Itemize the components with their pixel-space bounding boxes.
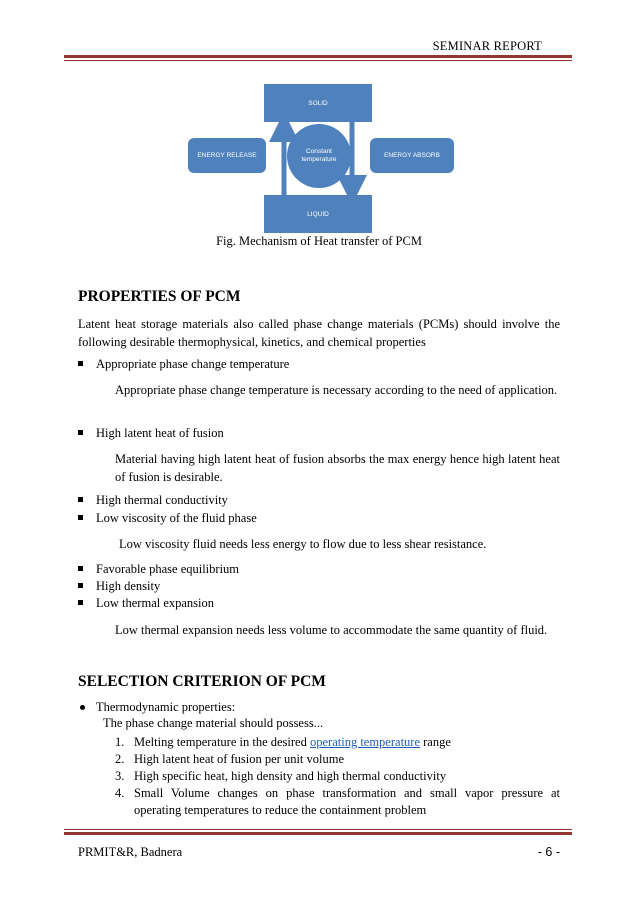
solid-box: SOLID — [264, 84, 372, 122]
criterion-number: 1. — [115, 735, 125, 749]
criterion-number: 3. — [115, 769, 125, 783]
square-bullet-icon — [78, 515, 83, 520]
header-rule — [64, 55, 572, 61]
footer-institution: PRMIT&R, Badnera — [78, 845, 183, 859]
square-bullet-icon — [78, 361, 83, 366]
square-bullet-icon — [78, 497, 83, 502]
criterion-text: High latent heat of fusion per unit volume — [134, 752, 345, 766]
square-bullet-icon — [78, 430, 83, 435]
criterion-text-part: range — [420, 735, 451, 749]
phase-change-diagram — [186, 77, 455, 233]
square-bullet-icon — [78, 600, 83, 605]
properties-intro: Latent heat storage materials also called phase change materials (PCMs) should involve the following desirable thermophysical, kinetics, and chemical properties — [78, 317, 560, 349]
selection-heading: SELECTION CRITERION OF PCM — [78, 673, 326, 690]
property-label: High latent heat of fusion — [96, 426, 224, 440]
liquid-box: LIQUID — [264, 195, 372, 233]
figure-caption: Fig. Mechanism of Heat transfer of PCM — [216, 234, 422, 248]
selection-subtext: The phase change material should possess... — [103, 716, 324, 730]
square-bullet-icon — [78, 583, 83, 588]
footer-rule — [64, 829, 572, 835]
square-bullet-icon — [78, 566, 83, 571]
property-label: High density — [96, 579, 161, 593]
energy-release-box: ENERGY RELEASE — [188, 138, 266, 173]
property-label: High thermal conductivity — [96, 493, 228, 507]
property-description: Appropriate phase change temperature is necessary according to the need of application. — [115, 383, 558, 397]
property-label: Low thermal expansion — [96, 596, 215, 610]
property-label: Appropriate phase change temperature — [96, 357, 290, 371]
energy-absorb-box: ENERGY ABSORB — [370, 138, 454, 173]
property-description: Low thermal expansion needs less volume to accommodate the same quantity of fluid. — [115, 623, 548, 637]
criterion-text — [134, 734, 560, 751]
dot-bullet-icon — [80, 705, 85, 710]
constant-temperature-circle — [287, 124, 351, 188]
criterion-number: 2. — [115, 752, 125, 766]
header-title: SEMINAR REPORT — [432, 39, 542, 53]
selection-bullet-label: Thermodynamic properties: — [96, 700, 236, 714]
property-description: Material having high latent heat of fusion absorbs the max energy hence high latent heat of fusion is desirable. — [115, 452, 560, 484]
circle-line-2: temperature — [301, 156, 337, 163]
property-label: Favorable phase equilibrium — [96, 562, 240, 576]
criterion-text-part: Melting temperature in the desired — [134, 735, 310, 749]
criterion-text: Small Volume changes on phase transformation and small vapor pressure at operating temperatures to reduce the containment problem — [134, 786, 560, 817]
operating-temperature-link[interactable]: operating temperature — [309, 735, 421, 749]
criterion-text: High specific heat, high density and high thermal conductivity — [134, 769, 447, 783]
page-number: - 6 - — [537, 845, 560, 859]
property-label: Low viscosity of the fluid phase — [96, 511, 257, 525]
circle-line-1: Constant — [305, 148, 332, 156]
criterion-number: 4. — [115, 786, 125, 800]
property-description: Low viscosity fluid needs less energy to flow due to less shear resistance. — [119, 537, 487, 551]
properties-heading: PROPERTIES OF PCM — [78, 288, 241, 305]
